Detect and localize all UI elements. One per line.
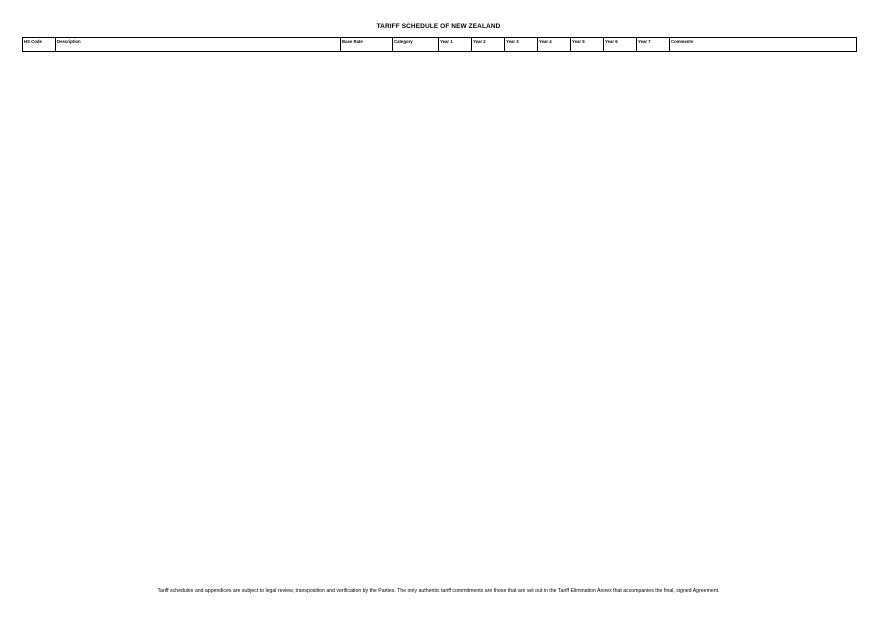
col-header: Category bbox=[393, 38, 439, 52]
col-header: Description bbox=[56, 38, 341, 52]
col-header: HS Code bbox=[23, 38, 56, 52]
col-header: Year 2 bbox=[472, 38, 505, 52]
header-row bbox=[23, 38, 857, 52]
col-header: Year 4 bbox=[538, 38, 571, 52]
col-header: Year 1 bbox=[439, 38, 472, 52]
col-header: Year 5 bbox=[571, 38, 604, 52]
col-header: Year 6 bbox=[604, 38, 637, 52]
col-header: Year 7 bbox=[637, 38, 670, 52]
tariff-table bbox=[22, 37, 857, 52]
document-title: TARIFF SCHEDULE OF NEW ZEALAND bbox=[376, 23, 501, 30]
footer-disclaimer: Tariff schedules and appendices are subject to legal review, transposition and verification by the Parties. The only authentic tariff commitments are those that are set out in the Tariff Elimination Annex that accompanies the final, signed Agreement. bbox=[157, 588, 720, 594]
col-header: Base Rate bbox=[341, 38, 393, 52]
col-header: Year 3 bbox=[505, 38, 538, 52]
col-header: Comments bbox=[670, 38, 857, 52]
